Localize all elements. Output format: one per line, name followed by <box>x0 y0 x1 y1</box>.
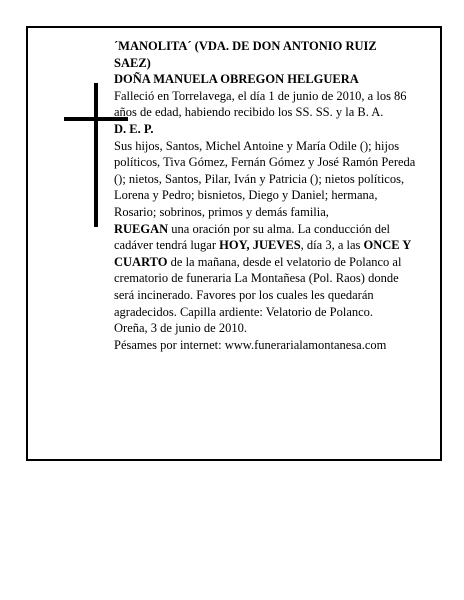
place-date: Oreña, 3 de junio de 2010. <box>114 321 247 336</box>
funeral-time: ONCE Y CUARTO <box>114 238 411 269</box>
deceased-alias: ´MANOLITA´ (VDA. DE DON ANTONIO RUIZ SAEZ) <box>114 39 377 70</box>
funeral-details <box>114 221 416 321</box>
death-details: Falleció en Torrelavega, el día 1 de junio de 2010, a los 86 años de edad, habiendo recibido los SS. SS. y la B. A. <box>114 88 407 120</box>
ruegan-word: RUEGAN <box>114 221 169 236</box>
dep-line: D. E. P. <box>114 121 154 136</box>
obituary-text <box>114 38 416 353</box>
deceased-name: DOÑA MANUELA OBREGON HELGUERA <box>114 72 359 87</box>
cross-vertical-bar <box>94 83 98 227</box>
day-text: , día 3, a las <box>300 238 364 253</box>
family-list: Sus hijos, Santos, Michel Antoine y María Odile (); hijos políticos, Tiva Gómez, Fernán Gómez y José Ramón Pereda (); nietos, Santos, Pilar, Iván y Patricia (); nietos políticos, Lorena y Pedro; bisnietos, Diego y Daniel; hermana, Rosario; sobrinos, primos y demás familia, <box>114 138 416 219</box>
funeral-text: de la mañana, desde el velatorio de Polanco al crematorio de funeraria La Montañesa (Pol. Raos) donde será incinerado. Favores por los cuales les quedarán agradecidos. Capilla ardiente: Velatorio de Polanco. <box>114 254 402 319</box>
ruegan-text: una oración por su alma. La conducción del cadáver tendrá lugar <box>114 221 390 253</box>
condolences-internet: Pésames por internet: www.funerarialamontanesa.com <box>114 337 387 352</box>
hoy-jueves: HOY, JUEVES <box>219 238 301 253</box>
